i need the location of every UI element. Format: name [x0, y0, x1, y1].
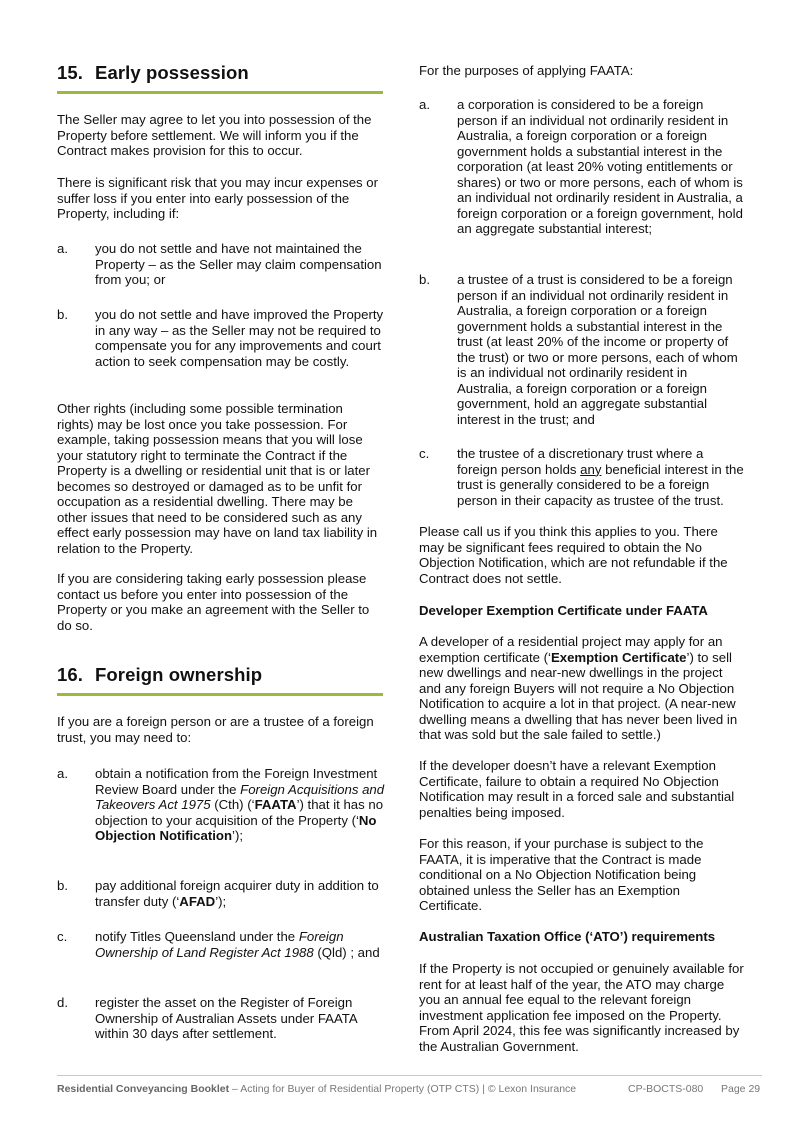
item-text: you do not settle and have not maintained the Property – as the Seller may claim compensation from you; or [95, 241, 382, 287]
footer-subtitle: – Acting for Buyer of Residential Property (OTP CTS) | © Lexon Insurance [229, 1083, 577, 1095]
developer-exemption-para-1: A developer of a residential project may apply for an exemption certificate (‘Exemption Certificate’) to sell new dwellings and near-new dwellings in the project and any foreign Buyers will not require a No Objection Notification to acquire a lot in that project. (A near-new dwelling means a dwelling that has never been lived in that was sold but the sale failed to settle.) [419, 634, 738, 742]
section-16-heading [57, 664, 383, 686]
item-text: a trustee of a trust is considered to be a foreign person if an individual not ordinarily resident in Australia, a foreign corporation or a foreign government holds a substantial interest in the trust (at least 20% of the income or property of the trust) or two or more persons, each of whom is an individual not ordinarily resident in Australia, a foreign corporation or a foreign government, hold an aggregate substantial interest in the trust; and [457, 272, 738, 427]
defined-term: No Objection Notification [95, 812, 377, 843]
underlined-word: any [580, 461, 602, 477]
footer-page-number: Page 29 [721, 1083, 761, 1095]
ato-para: If the Property is not occupied or genuinely available for rent for at least half of the year, the ATO may charge you an annual fee equal to the relevant foreign investment application fee imposed on the Property. From April 2024, this fee was significantly increased by the Australian Government. [419, 961, 744, 1054]
item-letter: c. [419, 446, 430, 461]
developer-exemption-heading: Developer Exemption Certificate under FAATA [419, 603, 708, 618]
defined-term: AFAD [179, 893, 216, 909]
item-text: the trustee of a discretionary trust where a foreign person holds any beneficial interest in the trust is generally considered to be a foreign person in their capacity as trustee of the trust. [457, 446, 744, 508]
section-15-heading [57, 62, 383, 84]
item-text: obtain a notification from the Foreign Investment Review Board under the Foreign Acquisitions and Takeovers Act 1975 (Cth) (‘FAATA’) that it has no objection to your acquisition of the Property (‘No Objection Notification’); [95, 766, 385, 843]
defined-term: FAATA [254, 797, 297, 812]
footer-booklet-name: Residential Conveyancing Booklet [57, 1083, 230, 1095]
developer-exemption-para-2: If the developer doesn’t have a relevant Exemption Certificate, failure to obtain a required No Objection Notification may result in a forced sale and substantial penalties being imposed. [419, 758, 735, 820]
item-letter: a. [57, 766, 68, 781]
footer-doc-code: CP-BOCTS-080 [628, 1083, 704, 1095]
footer-rule [57, 1075, 762, 1076]
section-15-title: Early possession [95, 62, 249, 83]
section-15-number: 15. [57, 62, 84, 83]
item-letter: a. [419, 97, 430, 112]
item-letter: b. [57, 307, 68, 322]
section-16-intro: If you are a foreign person or are a trustee of a foreign trust, you may need to: [57, 714, 374, 745]
section-15-para-1: The Seller may agree to let you into possession of the Property before settlement. We will inform you if the Contract makes provision for this to occur. [57, 112, 372, 158]
section-16-number: 16. [57, 664, 84, 685]
act-name: Foreign Acquisitions and Takeovers Act 1975 [95, 781, 385, 812]
section-16-title: Foreign ownership [95, 664, 263, 685]
ato-heading: Australian Taxation Office (‘ATO’) requirements [419, 929, 716, 944]
section-16-rule [57, 693, 383, 696]
item-text: pay additional foreign acquirer duty in addition to transfer duty (‘AFAD’); [95, 878, 379, 909]
item-letter: d. [57, 995, 68, 1010]
developer-exemption-para-3: For this reason, if your purchase is subject to the FAATA, it is imperative that the Contract is made conditional on a No Objection Notification being obtained unless the Seller has an Exemption Certificate. [419, 836, 704, 913]
act-name: Foreign Ownership of Land Register Act 1988 [95, 929, 344, 960]
section-15-rule [57, 91, 383, 94]
item-text: register the asset on the Register of Foreign Ownership of Australian Assets under FAATA within 30 days after settlement. [95, 995, 357, 1041]
item-letter: b. [419, 272, 430, 287]
item-text: notify Titles Queensland under the Foreign Ownership of Land Register Act 1988 (Qld) ; and [95, 929, 380, 960]
item-letter: a. [57, 241, 68, 256]
item-letter: c. [57, 929, 68, 944]
section-15-para-4: If you are considering taking early possession please contact us before you enter into possession of the Property or you make an agreement with the Seller to do so. [57, 571, 370, 633]
item-text: you do not settle and have improved the Property in any way – as the Seller may not be required to compensate you for any improvements and court action to seek compensation may be costly. [95, 307, 384, 369]
call-us-para: Please call us if you think this applies to you. There may be significant fees required to obtain the No Objection Notification, which are not refundable if the Contract does not settle. [419, 524, 728, 586]
item-text: a corporation is considered to be a foreign person if an individual not ordinarily resident in Australia, a foreign corporation or a foreign government holds a substantial interest in the corporation (at least 20% voting entitlements or shares) or two or more persons, each of whom is an individual not ordinarily resident in Australia, a foreign corporation or a foreign government, hold an aggregate substantial interest; [457, 97, 743, 236]
item-letter: b. [57, 878, 68, 893]
section-15-para-3: Other rights (including some possible termination rights) may be lost once you take possession. For example, taking possession means that you will lose your statutory right to terminate the Contract if the Property is a dwelling or residential unit that is or later becomes so destroyed or damaged as to be unfit for occupation as a residential dwelling. There may be other issues that need to be considered such as any effect early possession may have on land tax liability in relation to the Property. [57, 401, 378, 556]
faata-purposes: For the purposes of applying FAATA: [419, 63, 634, 78]
footer-booklet-title [57, 1083, 576, 1095]
defined-term: Exemption Certificate [550, 649, 687, 665]
section-15-para-2: There is significant risk that you may incur expenses or suffer loss if you enter into early possession of the Property, including if: [57, 175, 379, 221]
